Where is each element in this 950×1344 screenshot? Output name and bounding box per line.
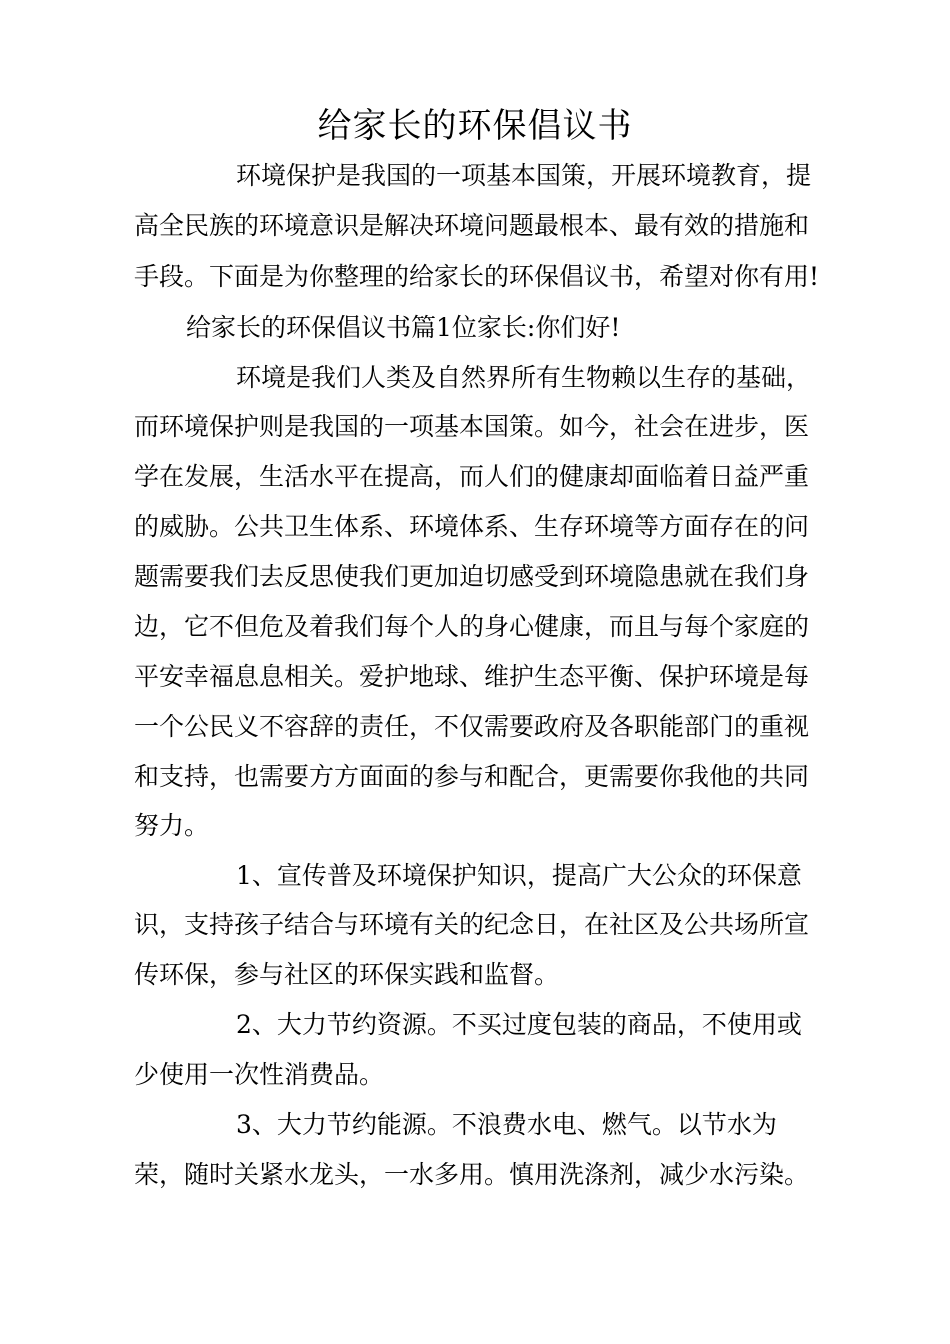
paragraph-2-line-3: 学在发展，生活水平在提高，而人们的健康却面临着日益严重 — [134, 462, 810, 491]
paragraph-2-line-4: 的威胁。公共卫生体系、环境体系、生存环境等方面存在的问 — [134, 512, 810, 541]
item-3-line-2: 荣，随时关紧水龙头，一水多用。慎用洗涤剂，减少水污染。 — [134, 1160, 810, 1189]
section-heading: 给家长的环保倡议书篇1位家长:你们好! — [186, 313, 621, 342]
item-3-line-1: 3、大力节约能源。不浪费水电、燃气。以节水为 — [236, 1110, 777, 1139]
paragraph-2-line-5: 题需要我们去反思使我们更加迫切感受到环境隐患就在我们身 — [134, 562, 810, 591]
paragraph-1-line-3: 手段。下面是为你整理的给家长的环保倡议书，希望对你有用! — [134, 262, 820, 291]
paragraph-2-line-8: 一个公民义不容辞的责任，不仅需要政府及各职能部门的重视 — [134, 712, 810, 741]
paragraph-2-line-10: 努力。 — [134, 811, 210, 840]
paragraph-1-line-2: 高全民族的环境意识是解决环境问题最根本、最有效的措施和 — [134, 211, 810, 240]
item-1-line-1: 1、宣传普及环境保护知识，提高广大公众的环保意 — [236, 861, 802, 890]
item-1-line-3: 传环保，参与社区的环保实践和监督。 — [134, 960, 560, 989]
item-1-line-2: 识，支持孩子结合与环境有关的纪念日，在社区及公共场所宣 — [134, 910, 810, 939]
paragraph-2-line-2: 而环境保护则是我国的一项基本国策。如今，社会在进步，医 — [134, 412, 810, 441]
document-title: 给家长的环保倡议书 — [317, 106, 633, 146]
paragraph-2-line-6: 边，它不但危及着我们每个人的身心健康，而且与每个家庭的 — [134, 612, 810, 641]
paragraph-2-line-7: 平安幸福息息相关。爱护地球、维护生态平衡、保护环境是每 — [134, 662, 810, 691]
item-2-line-2: 少使用一次性消费品。 — [134, 1060, 385, 1089]
paragraph-2-line-1: 环境是我们人类及自然界所有生物赖以生存的基础， — [236, 363, 812, 392]
item-2-line-1: 2、大力节约资源。不买过度包装的商品，不使用或 — [236, 1010, 802, 1039]
paragraph-1-line-1: 环境保护是我国的一项基本国策，开展环境教育，提 — [236, 161, 812, 190]
paragraph-2-line-9: 和支持，也需要方方面面的参与和配合，更需要你我他的共同 — [134, 762, 810, 791]
